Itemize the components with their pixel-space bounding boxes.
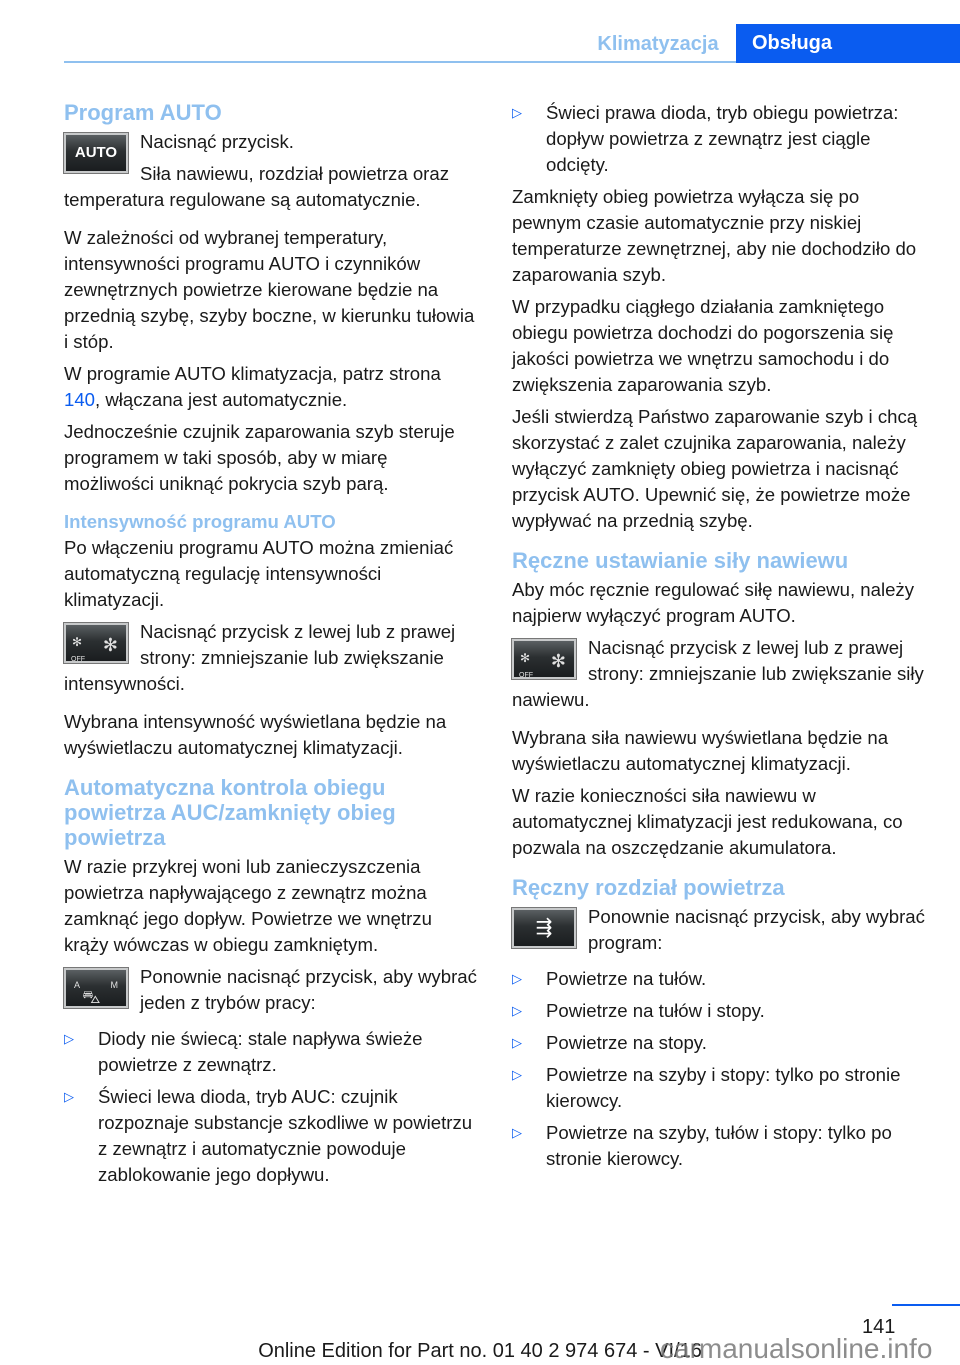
list-item: [512, 100, 930, 178]
distribution-list: [512, 966, 930, 1172]
heading-intensity: Intensywność programu AUTO: [64, 511, 336, 532]
auto-button-icon: [64, 133, 128, 173]
auc-cont-para2: W przypadku ciągłego działania zamkniętego obiegu powietrza dochodzi do pogorszenia się jakości powietrza we wnętrzu samochodu i do zwiększenia zaparowania szyb.: [512, 296, 894, 395]
heading-manual-distribution: Ręczny rozdział powietrza: [512, 875, 785, 900]
intensity-para2: Wybrana intensywność wyświetlana będzie na wyświetlaczu automatycznej klimatyzacji.: [64, 711, 447, 758]
list-item-text: Świeci prawa dioda, tryb obiegu powietrza: dopływ powietrza z zewnątrz jest ciągle odcięty.: [546, 102, 899, 175]
fan-small-icon: ✻: [520, 651, 531, 665]
air-distribution-button-icon: [512, 908, 576, 948]
edition-text: Online Edition for Part no. 01 40 2 974 674 - VI/16: [258, 1340, 702, 1362]
list-item-text: Powietrze na stopy.: [546, 1032, 707, 1053]
manual-fan-para2: Wybrana siła nawiewu wyświetlana będzie na wyświetlaczu automatycznej klimatyzacji.: [512, 727, 889, 774]
triangle-bullet-icon: ▷: [512, 105, 522, 120]
page-number: 141: [862, 1316, 896, 1338]
program-auto-line1: Nacisnąć przycisk.: [140, 131, 294, 152]
manual-fan-button-text: Nacisnąć przycisk z lewej lub z prawej strony: zmniejszanie lub zwiększanie siły nawiewu.: [512, 637, 924, 710]
triangle-bullet-icon: ▷: [512, 971, 522, 986]
triangle-bullet-icon: ▷: [64, 1031, 74, 1046]
list-item-text: Powietrze na szyby, tułów i stopy: tylko po stronie kierowcy.: [546, 1122, 892, 1169]
auc-mode-list: [64, 1026, 480, 1188]
program-auto-para2: [64, 361, 480, 413]
intensity-para1: Po włączeniu programu AUTO można zmieniać automatyczną regulację intensywności klimatyzacji.: [64, 537, 454, 610]
manual-fan-para3: W razie konieczności siła nawiewu w automatycznej klimatyzacji jest redukowana, co pozwala na oszczędzanie akumulatora.: [512, 785, 903, 858]
left-column: [64, 100, 480, 1194]
distribution-button-row: [512, 904, 930, 956]
auto-button-row: [64, 129, 480, 213]
program-auto-line2: Siła nawiewu, rozdział powietrza oraz temperatura regulowane są automatycznie.: [64, 163, 450, 210]
fan-large-icon: ✻: [102, 635, 118, 655]
auto-button-label: AUTO: [74, 144, 118, 161]
fan-off-label: OFF: [519, 672, 533, 679]
program-auto-para1: W zależności od wybranej temperatury, intensywności programu AUTO i czynników zewnętrznych powietrze kierowane będzie na przednią szybę, szyby boczne, w kierunku tułowia i stóp.: [64, 227, 475, 352]
program-auto-para3: Jednocześnie czujnik zaparowania szyb steruje programem w taki sposób, aby w miarę możliwości uniknąć pokrycia szyb parą.: [64, 421, 455, 494]
list-item-text: Powietrze na tułów.: [546, 968, 707, 989]
list-item-text: Powietrze na szyby i stopy: tylko po stronie kierowcy.: [546, 1064, 901, 1111]
list-item-text: Diody nie świecą: stale napływa świeże powietrze z zewnątrz.: [98, 1028, 423, 1075]
fan-button-icon: [512, 639, 576, 679]
para2-text-after: , włączana jest automatycznie.: [95, 389, 348, 410]
car-icon: ⛍: [82, 987, 101, 1007]
auc-mode-list-cont: [512, 100, 930, 178]
list-item-text: Świeci lewa dioda, tryb AUC: czujnik rozpoznaje substancje szkodliwe w powietrzu z zewnątrz i automatycznie powoduje zablokowanie jego dopływu.: [98, 1086, 473, 1185]
heading-auc: Automatyczna kontrola obiegu powietrza AUC/zamknięty obieg powietrza: [64, 775, 396, 850]
triangle-bullet-icon: ▷: [512, 1035, 522, 1050]
triangle-bullet-icon: ▷: [512, 1067, 522, 1082]
fan-large-icon: ✻: [550, 651, 566, 671]
auc-button-row: [64, 964, 480, 1016]
fan-button-row: [64, 619, 480, 697]
chapter-tab[interactable]: Obsługa: [736, 24, 960, 63]
recirculation-button-icon: [64, 968, 128, 1008]
right-column: [512, 100, 930, 1178]
fan-small-icon: ✻: [72, 635, 83, 649]
auc-para1: W razie przykrej woni lub zanieczyszczenia powietrza napływającego z zewnątrz można zamknąć jego dopływ. Powietrze we wnętrzu krąży wówczas w obiegu zamkniętym.: [64, 856, 432, 955]
list-item: [512, 1030, 930, 1056]
intensity-button-text: Nacisnąć przycisk z lewej lub z prawej strony: zmniejszanie lub zwiększanie intensywności.: [64, 621, 456, 694]
auc-cont-para1: Zamknięty obieg powietrza wyłącza się po pewnym czasie automatycznie przy niskiej temperaturze zewnętrznej, aby nie dochodziło do zaparowania szyb.: [512, 186, 917, 285]
list-item: [512, 966, 930, 992]
manual-fan-para1: Aby móc ręcznie regulować siłę nawiewu, należy najpierw wyłączyć program AUTO.: [512, 579, 915, 626]
auc-m-label: M: [110, 980, 118, 990]
seat-airflow-icon: ⇶: [535, 917, 553, 939]
triangle-bullet-icon: ▷: [512, 1125, 522, 1140]
triangle-bullet-icon: ▷: [512, 1003, 522, 1018]
list-item: [512, 1120, 930, 1172]
heading-program-auto: Program AUTO: [64, 100, 222, 125]
heading-manual-fan: Ręczne ustawianie siły nawiewu: [512, 548, 849, 573]
auc-cont-para3: Jeśli stwierdzą Państwo zaparowanie szyb i chcą skorzystać z zalet czujnika zaparowania, należy wyłączyć zamknięty obieg powietrza i nacisnąć przycisk AUTO. Upewnić się, że powietrze może wypływać na przednią szybę.: [512, 406, 918, 531]
fan-button-icon: [64, 623, 128, 663]
list-item: [64, 1026, 480, 1078]
manual-fan-button-row: [512, 635, 930, 713]
list-item: [512, 998, 930, 1024]
auc-a-label: A: [74, 980, 81, 990]
page-link-140[interactable]: 140: [64, 389, 96, 410]
watermark: carmanualsonline.info: [660, 1333, 933, 1364]
para2-text-before: W programie AUTO klimatyzacja, patrz strona: [64, 363, 441, 384]
triangle-bullet-icon: ▷: [64, 1089, 74, 1104]
list-item: [64, 1084, 480, 1188]
footer-divider: [892, 1304, 960, 1306]
fan-off-label: OFF: [71, 656, 85, 663]
auc-button-text: Ponownie nacisnąć przycisk, aby wybrać jeden z trybów pracy:: [140, 966, 477, 1013]
distribution-button-text: Ponownie nacisnąć przycisk, aby wybrać program:: [588, 906, 925, 953]
section-tab[interactable]: Klimatyzacja: [597, 33, 719, 55]
list-item: [512, 1062, 930, 1114]
list-item-text: Powietrze na tułów i stopy.: [546, 1000, 765, 1021]
